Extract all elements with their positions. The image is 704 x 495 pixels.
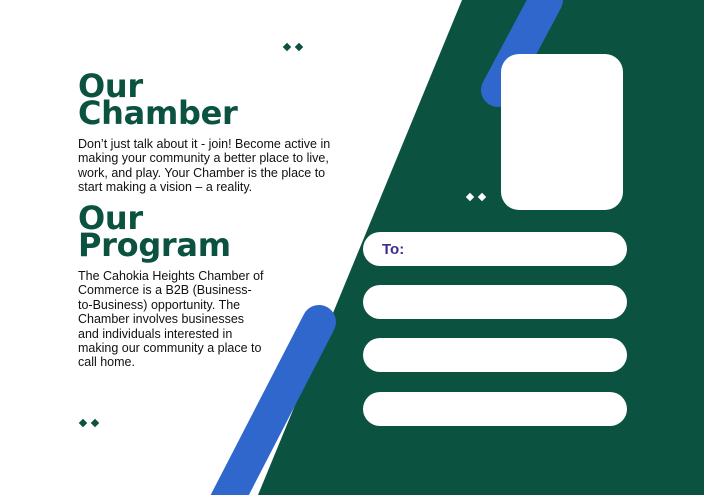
program-paragraph-line: making our community a place to [78, 341, 262, 356]
program-heading-line-2: Program [78, 226, 231, 264]
address-line-3-field[interactable] [363, 392, 627, 426]
diamond-pair-icon [282, 42, 304, 52]
chamber-heading-line-2: Chamber [78, 94, 238, 132]
program-paragraph-line: Commerce is a B2B (Business- [78, 283, 252, 298]
program-paragraph-line: to-Business) opportunity. The [78, 297, 241, 312]
chamber-paragraph-line: making your community a better place to live, [78, 151, 329, 166]
program-paragraph-line: The Cahokia Heights Chamber of [78, 269, 264, 283]
program-paragraph-line: call home. [78, 355, 135, 370]
diamond-pair-icon [78, 418, 100, 428]
chamber-paragraph-line: work, and play. Your Chamber is the place to [78, 165, 326, 180]
photo-placeholder [501, 54, 623, 210]
chamber-paragraph-line: Don’t just talk about it - join! Become active in [78, 137, 331, 151]
chamber-paragraph [78, 137, 354, 195]
program-paragraph [78, 269, 274, 370]
chamber-heading-line-1: Our [78, 67, 143, 105]
address-line-1-field[interactable] [363, 285, 627, 319]
address-line-2-field[interactable] [363, 338, 627, 372]
chamber-heading [78, 67, 238, 132]
program-paragraph-line: Chamber involves businesses [78, 312, 245, 327]
to-label: To: [382, 240, 405, 258]
program-heading [78, 199, 231, 264]
chamber-paragraph-line: start making a vision – a reality. [78, 180, 253, 195]
diamond-pair-icon [465, 192, 487, 202]
program-paragraph-line: and individuals interested in [78, 326, 233, 341]
program-heading-line-1: Our [78, 199, 143, 237]
address-to-field[interactable] [363, 232, 627, 266]
